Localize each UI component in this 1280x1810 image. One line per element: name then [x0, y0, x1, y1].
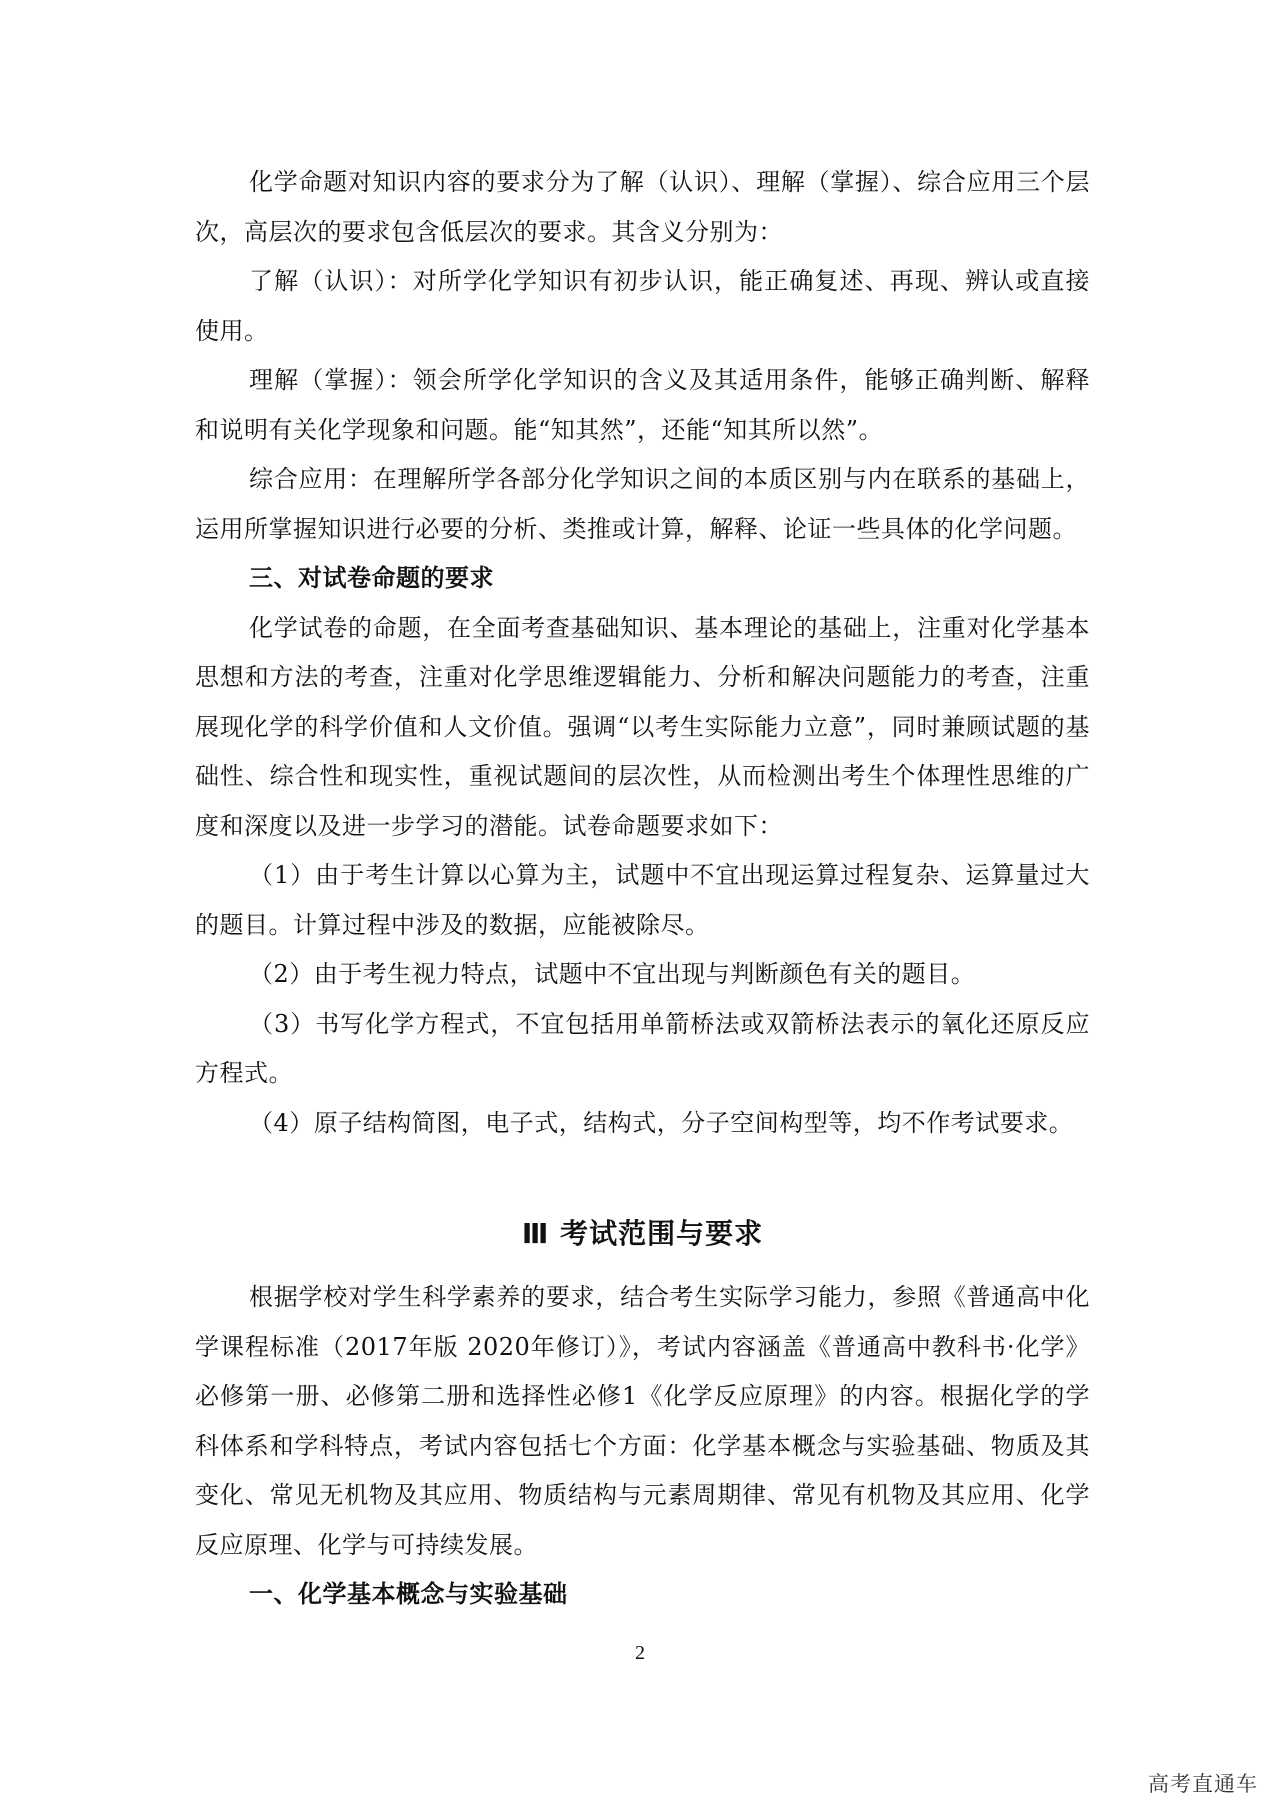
- heading-basic-concepts: 一、化学基本概念与实验基础: [249, 1580, 568, 1608]
- paragraph-exam-scope: 根据学校对学生科学素养的要求，结合考生实际学习能力，参照《普通高中化学课程标准（2017年版 2020年修订）》，考试内容涵盖《普通高中教科书·化学》必修第一册、必修第二册和选择性必修1《化学反应原理》的内容。根据化学的学科体系和学科特点，考试内容包括七个方面：化学基本概念与实验基础、物质及其变化、常见无机物及其应用、物质结构与元素周期律、常见有机物及其应用、化学反应原理、化学与可持续发展。: [195, 1283, 1090, 1559]
- paragraph-comprehend-master: 理解（掌握）：领会所学化学知识的含义及其适用条件，能够正确判断、解释和说明有关化学现象和问题。能“知其然”，还能“知其所以然”。: [195, 366, 1090, 444]
- paragraph-understand-recognize: 了解（认识）：对所学化学知识有初步认识，能正确复述、再现、辨认或直接使用。: [195, 267, 1090, 345]
- paragraph-exam-paper-design: 化学试卷的命题，在全面考查基础知识、基本理论的基础上，注重对化学基本思想和方法的考查，注重对化学思维逻辑能力、分析和解决问题能力的考查，注重展现化学的科学价值和人文价值。强调“以考生实际能力立意”，同时兼顾试题的基础性、综合性和现实性，重视试题间的层次性，从而检测出考生个体理性思维的广度和深度以及进一步学习的潜能。试卷命题要求如下：: [195, 613, 1090, 840]
- list-item-3: （3）书写化学方程式，不宜包括用单箭桥法或双箭桥法表示的氧化还原反应方程式。: [195, 1009, 1090, 1087]
- list-item-1: （1）由于考生计算以心算为主，试题中不宜出现运算过程复杂、运算量过大的题目。计算过程中涉及的数据，应能被除尽。: [195, 861, 1090, 939]
- page-number: 2: [635, 1642, 645, 1664]
- list-item-4: （4）原子结构简图，电子式，结构式，分子空间构型等，均不作考试要求。: [249, 1108, 1074, 1137]
- watermark-text: 高考直通车: [1148, 1772, 1258, 1796]
- list-item-2: （2）由于考生视力特点，试题中不宜出现与判断颜色有关的题目。: [249, 960, 976, 988]
- document-body: [195, 158, 1090, 1620]
- section-title-exam-scope: Ⅲ 考试范围与要求: [521, 1217, 764, 1250]
- heading-exam-paper-requirements: 三、对试卷命题的要求: [249, 564, 494, 592]
- paragraph-comprehensive-application: 综合应用：在理解所学各部分化学知识之间的本质区别与内在联系的基础上，运用所掌握知识进行必要的分析、类推或计算，解释、论证一些具体的化学问题。: [195, 465, 1090, 543]
- paragraph-requirement-levels: 化学命题对知识内容的要求分为了解（认识）、理解（掌握）、综合应用三个层次，高层次的要求包含低层次的要求。其含义分别为：: [195, 168, 1090, 246]
